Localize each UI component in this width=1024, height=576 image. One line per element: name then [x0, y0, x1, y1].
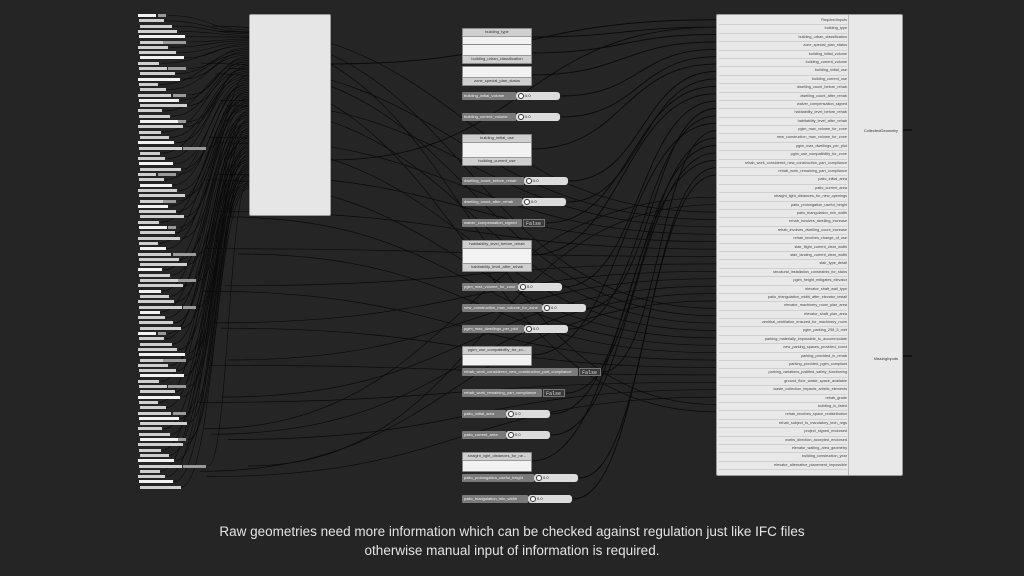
geometry-input-row-value — [158, 14, 166, 17]
geometry-input-row[interactable] — [139, 258, 179, 261]
slider-building_current_volume[interactable] — [516, 113, 560, 121]
geometry-input-row[interactable] — [139, 226, 167, 229]
collector-input[interactable]: building_construction_year — [719, 453, 847, 461]
geometry-input-row[interactable] — [138, 141, 174, 144]
collector-input[interactable]: building_urban_classification — [719, 34, 847, 42]
collector-input[interactable]: dwelling_count_before_rehab — [719, 84, 847, 92]
geometry-input-row[interactable] — [139, 178, 164, 181]
geometry-input-row[interactable] — [140, 200, 163, 203]
collector-input[interactable]: stair_type_detail — [719, 260, 847, 268]
panel-footer: zone_special_plan_status — [463, 77, 531, 85]
collector-input[interactable]: waste_collection_impacts_artistic_elements — [719, 386, 847, 394]
panel-header: building_initial_use — [463, 135, 531, 143]
collector-input[interactable]: building_is_listed — [719, 403, 847, 411]
slider-value: 0.0 — [515, 411, 521, 416]
geometry-input-row[interactable] — [140, 406, 166, 409]
geometry-input-row[interactable] — [139, 417, 179, 420]
collector-input[interactable]: elevator_shaft_plan_area — [719, 311, 847, 319]
collector-input[interactable]: rehab_involves_space_redistribution — [719, 411, 847, 419]
collector-input[interactable]: rehab_subject_to_mandatory_tech_regs — [719, 420, 847, 428]
slider-dwelling_count_after_rehab-label[interactable]: dwelling_count_after_rehab — [462, 198, 522, 206]
geometry-input-row-value — [183, 147, 206, 150]
slider-knob-icon[interactable] — [518, 114, 524, 120]
geometry-input-row[interactable] — [138, 173, 156, 176]
collector-input[interactable]: zenithal_ventilation_ensured_for_machinery_room — [719, 319, 847, 327]
slider-knob-icon[interactable] — [536, 475, 542, 481]
geometry-input-row-value — [158, 173, 176, 176]
geometry-input-row[interactable] — [138, 30, 177, 33]
geometry-input-row[interactable] — [139, 306, 182, 309]
geometry-input-row[interactable] — [138, 78, 180, 81]
collector-input[interactable]: rehab_involves_change_of_use — [719, 235, 847, 243]
collector-input[interactable]: pgim_parking_298_5_met — [719, 327, 847, 335]
geometry-input-row[interactable] — [140, 438, 178, 441]
geometry-input-row[interactable] — [138, 300, 174, 303]
slider-knob-icon[interactable] — [508, 432, 514, 438]
geometry-input-row[interactable] — [139, 480, 173, 483]
geometry-input-row[interactable] — [139, 115, 170, 118]
geometry-input-row[interactable] — [139, 401, 158, 404]
panel-footer: habitability_level_after_rehab — [463, 263, 531, 271]
geometry-input-row[interactable] — [138, 205, 168, 208]
wire — [569, 72, 716, 182]
collector-input[interactable]: parking_variations_justified_safety_functioning — [719, 369, 847, 377]
geometry-input-row[interactable] — [140, 247, 166, 250]
collector-input[interactable]: dwelling_count_after_rehab — [719, 93, 847, 101]
caption-line-2: otherwise manual input of information is required. — [364, 543, 660, 558]
collector-input[interactable]: elevator_shaft_wall_type — [719, 286, 847, 294]
collector-input[interactable]: stair_landing_current_clear_width — [719, 252, 847, 260]
collector-input[interactable]: parking_provided_in_rehab — [719, 353, 847, 361]
collector-input[interactable]: straight_light_distances_for_new_openings — [719, 193, 847, 201]
collector-input[interactable]: new_parking_spaces_provided_count — [719, 344, 847, 352]
geometry-input-row[interactable] — [138, 46, 168, 49]
collector-input[interactable]: works_direction_accepted_endorsed — [719, 437, 847, 445]
slider-dwelling_count_before_rehab[interactable] — [524, 177, 568, 185]
collector-input[interactable]: stair_flight_current_clear_width — [719, 244, 847, 252]
toggle-rehab_work_remaining_part_compliance-label[interactable]: rehab_work_remaining_part_compliance — [462, 389, 542, 397]
collector-input[interactable]: new_construction_max_volume_for_zone — [719, 134, 847, 142]
collector-input[interactable]: RequiredInputs — [719, 17, 847, 25]
geometry-input-row-value — [183, 306, 196, 309]
slider-value: 0.0 — [537, 496, 543, 501]
geometry-input-row[interactable] — [139, 385, 167, 388]
geometry-input-row[interactable] — [140, 327, 181, 330]
geometry-input-row[interactable] — [139, 433, 170, 436]
geometry-input-row[interactable] — [140, 470, 160, 473]
collector-input[interactable]: building_initial_volume — [719, 51, 847, 59]
wire — [546, 86, 716, 223]
slider-value: 0.0 — [525, 114, 531, 119]
geometry-input-row-value — [163, 200, 176, 203]
collector-input[interactable]: rehab_work_remaining_part_compliance — [719, 168, 847, 176]
geometry-input-row[interactable] — [139, 147, 182, 150]
geometry-input-row-value — [183, 465, 206, 468]
collector-input[interactable]: parking_provided_pgim_compliant — [719, 361, 847, 369]
geometry-input-row-value — [158, 332, 166, 335]
missing-inputs-output[interactable]: MissingInputs — [873, 356, 898, 361]
slider-pgim_max_volume_for_zone[interactable] — [518, 283, 562, 291]
geometry-input-row[interactable] — [139, 449, 161, 452]
collector-component[interactable] — [716, 14, 903, 476]
geometry-input-row[interactable] — [138, 189, 177, 192]
geometry-input-row[interactable] — [138, 94, 171, 97]
geometry-input-row[interactable] — [139, 131, 161, 134]
slider-patio_prolongation_useful_height[interactable] — [534, 474, 578, 482]
panel-header: building_type — [463, 29, 531, 37]
wire — [573, 175, 716, 499]
geometry-input-column — [134, 14, 204, 494]
geometry-input-row[interactable] — [138, 284, 183, 287]
panel-header: straight_light_distances_for_ne... — [463, 453, 531, 461]
wire — [561, 49, 716, 96]
geometry-input-row[interactable] — [139, 35, 185, 38]
geometry-input-row-value — [178, 120, 186, 123]
geometry-input-row[interactable] — [140, 41, 163, 44]
geometry-input-row[interactable] — [140, 374, 184, 377]
slider-dwelling_count_after_rehab[interactable] — [522, 198, 566, 206]
panel-building_urban_classification[interactable] — [462, 44, 532, 64]
slider-knob-icon[interactable] — [518, 93, 524, 99]
geometry-input-row[interactable] — [140, 343, 172, 346]
collector-input[interactable]: elevator_alternative_placement_impossible — [719, 462, 847, 470]
geometry-input-row-value — [173, 412, 186, 415]
geometry-input-row[interactable] — [140, 136, 169, 139]
geometry-input-row[interactable] — [140, 104, 187, 107]
wire — [602, 131, 716, 372]
collector-input[interactable]: patio_current_area — [719, 185, 847, 193]
geometry-input-row[interactable] — [140, 263, 187, 266]
boolean-toggle[interactable]: False — [543, 389, 565, 397]
geometry-input-row[interactable] — [138, 348, 177, 351]
slide-caption — [0, 522, 1024, 560]
geometry-input-row-value — [168, 226, 176, 229]
slider-dwelling_count_before_rehab-label[interactable]: dwelling_count_before_rehab — [462, 177, 524, 185]
geometry-input-row[interactable] — [138, 316, 165, 319]
slider-value: 0.0 — [527, 284, 533, 289]
geometry-input-row[interactable] — [139, 67, 167, 70]
geometry-input-row[interactable] — [138, 427, 162, 430]
collector-input[interactable]: structural_installation_constraints_for_stairs — [719, 269, 847, 277]
collector-input[interactable]: building_current_volume — [719, 59, 847, 67]
geometry-input-row[interactable] — [138, 221, 159, 224]
slider-patio_triangulation_min_width[interactable] — [528, 495, 572, 503]
geometry-input-row[interactable] — [139, 162, 173, 165]
geometry-input-row[interactable] — [139, 99, 179, 102]
caption-line-1: Raw geometries need more information which can be checked against regulation just like IFC files — [219, 524, 805, 539]
wire — [222, 286, 716, 397]
geometry-input-row-value — [178, 438, 186, 441]
collector-input[interactable]: ground_floor_waste_space_available — [719, 378, 847, 386]
geometry-input-row[interactable] — [140, 25, 172, 28]
geometry-input-row[interactable] — [140, 88, 166, 91]
geometry-input-row[interactable] — [140, 72, 175, 75]
collector-input[interactable]: rehab_work_considered_new_construction_part_compliance — [719, 160, 847, 168]
panel-footer: building_current_use — [463, 157, 531, 165]
collector-input[interactable]: rehab_grade — [719, 395, 847, 403]
boolean-toggle[interactable]: False — [523, 219, 545, 227]
geometry-input-row[interactable] — [140, 120, 178, 123]
geometry-input-row[interactable] — [138, 396, 180, 399]
geometry-input-row[interactable] — [140, 184, 172, 187]
collector-input[interactable]: pgim_use_compatibility_for_zone — [719, 151, 847, 159]
geometry-input-row[interactable] — [140, 56, 184, 59]
collector-input[interactable]: building_initial_use — [719, 67, 847, 75]
geometry-input-row[interactable] — [139, 210, 176, 213]
geometry-input-row[interactable] — [139, 83, 158, 86]
geometry-input-row[interactable] — [138, 475, 165, 478]
slider-knob-icon[interactable] — [520, 284, 526, 290]
slider-pgim_max_dwellings_per_plot[interactable] — [524, 325, 568, 333]
slider-pgim_max_volume_for_zone-label[interactable]: pgim_max_volume_for_zone — [462, 283, 518, 291]
panel-header: habitability_level_before_rehab — [463, 241, 531, 249]
panel-building_initial_use[interactable] — [462, 134, 532, 166]
panel-habitability_level_before_rehab[interactable] — [462, 240, 532, 272]
merge-component[interactable] — [249, 14, 331, 216]
slider-knob-icon[interactable] — [530, 496, 536, 502]
panel-zone_special_plan_status[interactable] — [462, 66, 532, 86]
wire — [531, 64, 716, 149]
geometry-input-row[interactable] — [139, 290, 161, 293]
geometry-input-row[interactable] — [140, 279, 178, 282]
geometry-input-row[interactable] — [138, 157, 165, 160]
collector-input[interactable]: zone_special_plan_status — [719, 42, 847, 50]
geometry-input-row[interactable] — [139, 194, 185, 197]
slider-knob-icon[interactable] — [524, 199, 530, 205]
wire — [531, 35, 716, 54]
geometry-input-row-value — [173, 94, 186, 97]
geometry-input-row[interactable] — [138, 459, 174, 462]
slider-knob-icon[interactable] — [508, 411, 514, 417]
geometry-input-row[interactable] — [139, 369, 176, 372]
geometry-input-row[interactable] — [138, 62, 159, 65]
geometry-input-row-value — [163, 359, 186, 362]
geometry-input-row[interactable] — [138, 332, 156, 335]
geometry-input-row[interactable] — [140, 311, 160, 314]
slider-value: 0.0 — [533, 178, 539, 183]
geometry-input-row[interactable] — [138, 380, 159, 383]
geometry-input-row[interactable] — [140, 295, 169, 298]
slider-patio_current_area[interactable] — [506, 431, 550, 439]
collector-input[interactable]: rehab_involves_dwelling_count_increase — [719, 227, 847, 235]
geometry-input-row[interactable] — [138, 443, 183, 446]
geometry-input-row[interactable] — [139, 242, 158, 245]
collector-input[interactable]: pgim_max_dwellings_per_plot — [719, 143, 847, 151]
collector-input[interactable]: elevator_machinery_room_plan_area — [719, 302, 847, 310]
slider-building_initial_volume-label[interactable]: building_initial_volume — [462, 92, 516, 100]
geometry-input-row[interactable] — [138, 109, 162, 112]
geometry-input-row[interactable] — [138, 14, 156, 17]
collector-input[interactable]: building_current_use — [719, 76, 847, 84]
geometry-input-row[interactable] — [140, 454, 169, 457]
slider-patio_current_area-label[interactable]: patio_current_area — [462, 431, 506, 439]
geometry-input-row[interactable] — [140, 390, 175, 393]
collector-input[interactable]: habitability_level_before_rehab — [719, 109, 847, 117]
geometry-input-row[interactable] — [139, 337, 164, 340]
collector-input[interactable]: building_type — [719, 25, 847, 33]
panel-straight_light_distances[interactable] — [462, 452, 532, 472]
geometry-input-row[interactable] — [139, 19, 164, 22]
toggle-waiver_compensation_signed-label[interactable]: waiver_compensation_signed — [462, 219, 522, 227]
collector-input[interactable]: rehab_involves_dwelling_increase — [719, 218, 847, 226]
boolean-toggle[interactable]: False — [579, 368, 601, 376]
geometry-input-row-value — [168, 385, 186, 388]
slider-knob-icon[interactable] — [526, 178, 532, 184]
geometry-input-row[interactable] — [139, 353, 185, 356]
toggle-rehab_work_considered_new_construction_part_compliance-label[interactable]: rehab_work_considered_new_construction_part_compliance — [462, 368, 578, 376]
slider-value: 0.0 — [515, 432, 521, 437]
slider-patio_initial_area[interactable] — [506, 410, 550, 418]
slider-new_construction_max_volume_for_zone[interactable] — [542, 304, 586, 312]
slider-patio_triangulation_min_width-label[interactable]: patio_triangulation_min_width — [462, 495, 528, 503]
geometry-input-row-value — [178, 279, 196, 282]
geometry-input-row[interactable] — [138, 364, 168, 367]
collector-input[interactable]: patio_initial_area — [719, 176, 847, 184]
geometry-input-row[interactable] — [138, 412, 171, 415]
slider-value: 0.0 — [551, 305, 557, 310]
geometry-input-row[interactable] — [140, 215, 184, 218]
collector-input[interactable]: waiver_compensation_signed — [719, 101, 847, 109]
geometry-input-row[interactable] — [138, 268, 162, 271]
geometry-input-row-value — [168, 67, 186, 70]
panel-footer: building_urban_classification — [463, 55, 531, 63]
slider-pgim_max_dwellings_per_plot-label[interactable]: pgim_max_dwellings_per_plot — [462, 325, 524, 333]
slider-patio_initial_area-label[interactable]: patio_initial_area — [462, 410, 506, 418]
slider-building_current_volume-label[interactable]: building_current_volume — [462, 113, 516, 121]
geometry-input-row-value — [173, 253, 196, 256]
geometry-input-row[interactable] — [140, 152, 160, 155]
collector-input[interactable]: patio_prolongation_useful_height — [719, 202, 847, 210]
collector-input[interactable]: parking_materially_impossible_to_accommodate — [719, 336, 847, 344]
wire — [587, 109, 716, 309]
collector-input[interactable]: patio_triangulation_width_after_elevator_install — [719, 294, 847, 302]
geometry-input-row[interactable] — [140, 231, 175, 234]
slider-value: 0.0 — [531, 199, 537, 204]
geometry-input-row[interactable] — [139, 274, 170, 277]
panel-header: pgim_use_compatibility_for_zo... — [463, 347, 531, 355]
collector-input[interactable]: patio_triangulation_min_width — [719, 210, 847, 218]
collector-input[interactable]: pgim_max_volume_for_zone — [719, 126, 847, 134]
collector-input-list — [719, 17, 847, 470]
slider-new_construction_max_volume_for_zone-label[interactable]: new_construction_max_volume_for_zone — [462, 304, 542, 312]
collector-input[interactable]: elevator_waiting_area_geometry — [719, 445, 847, 453]
geometry-input-row[interactable] — [139, 51, 176, 54]
geometry-input-row[interactable] — [138, 125, 183, 128]
geometry-input-row[interactable] — [138, 253, 171, 256]
collector-input[interactable]: project_signed_endorsed — [719, 428, 847, 436]
slider-patio_prolongation_useful_height-label[interactable]: patio_prolongation_useful_height — [462, 474, 534, 482]
geometry-input-row[interactable] — [140, 486, 181, 489]
geometry-input-row-value — [163, 41, 186, 44]
collector-divider — [848, 15, 849, 475]
collected-geometry-output[interactable]: CollectedGeometry — [863, 128, 898, 133]
panel-pgim_use_compatibility[interactable] — [462, 346, 532, 366]
slider-value: 0.0 — [533, 326, 539, 331]
collector-input[interactable]: habitability_level_after_rehab — [719, 118, 847, 126]
geometry-input-row[interactable] — [139, 321, 173, 324]
geometry-input-row[interactable] — [140, 168, 181, 171]
slider-knob-icon[interactable] — [544, 305, 550, 311]
collector-input[interactable]: pgim_height_mitigates_elevator — [719, 277, 847, 285]
geometry-input-row[interactable] — [140, 422, 187, 425]
geometry-input-row[interactable] — [139, 465, 182, 468]
slider-building_initial_volume[interactable] — [516, 92, 560, 100]
geometry-input-row[interactable] — [138, 237, 180, 240]
geometry-input-row[interactable] — [140, 359, 163, 362]
slider-value: 0.0 — [525, 93, 531, 98]
slider-knob-icon[interactable] — [526, 326, 532, 332]
slider-value: 0.0 — [543, 475, 549, 480]
